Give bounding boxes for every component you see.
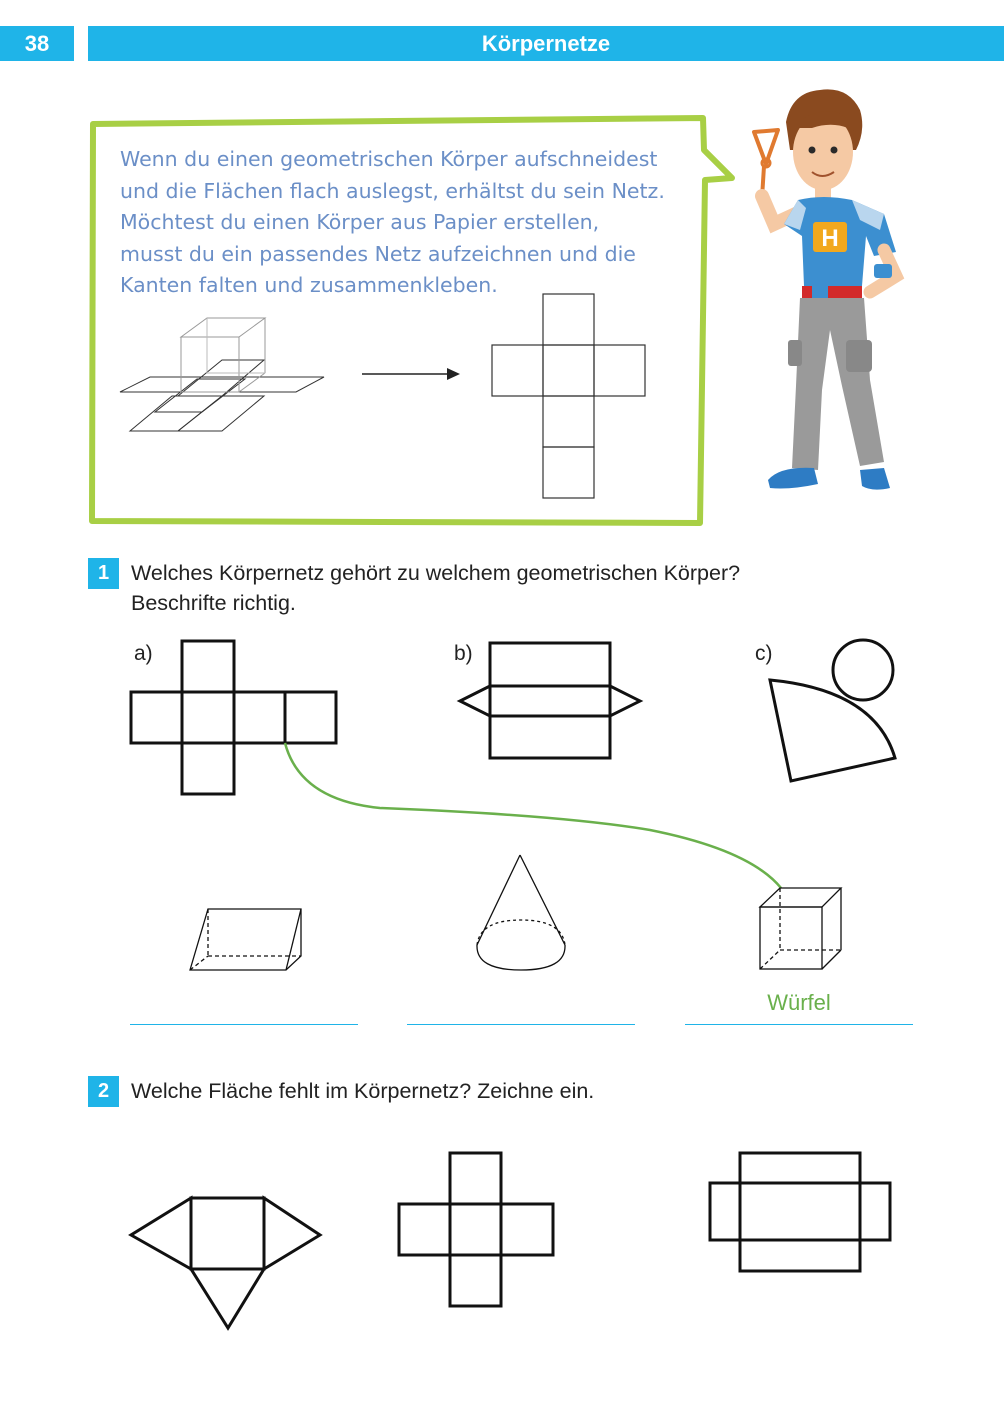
label-a: a) (134, 642, 153, 665)
arrow-right-icon (362, 368, 460, 380)
info-line: musst du ein passendes Netz aufzeichnen und die (120, 241, 636, 266)
net-cuboid-incomplete (710, 1153, 890, 1271)
answer-line-1[interactable] (130, 1024, 358, 1025)
svg-text:H: H (821, 225, 839, 252)
task-1-line-2: Beschrifte richtig. (131, 590, 296, 615)
answer-line-2[interactable] (407, 1024, 635, 1025)
task-1-line-1: Welches Körpernetz gehört zu welchem geometrischen Körper? (131, 561, 741, 585)
net-cube-incomplete (399, 1153, 553, 1306)
answer-text-3[interactable]: Würfel (767, 990, 831, 1015)
info-line: Wenn du einen geometrischen Körper aufschneidest (120, 147, 658, 171)
connection-line (285, 743, 781, 888)
boy-character-illustration (754, 89, 896, 489)
net-a-cube (131, 641, 336, 794)
page-number: 38 (0, 26, 74, 61)
net-b-prism (460, 643, 640, 758)
label-c: c) (755, 642, 773, 665)
info-line: und die Flächen flach auslegst, erhältst du sein Netz. (120, 178, 665, 203)
unfolding-cube-icon (120, 318, 324, 431)
cube-body-icon (760, 888, 841, 969)
net-pyramid-incomplete (131, 1198, 320, 1328)
task-2-text: Welche Fläche fehlt im Körpernetz? Zeichne ein. (131, 1079, 595, 1103)
cube-net-example (492, 294, 645, 498)
info-line: Kanten falten und zusammenkleben. (120, 273, 498, 298)
net-c-cone (770, 640, 895, 781)
prism-body-icon (190, 909, 301, 970)
info-line: Möchtest du einen Körper aus Papier erstellen, (120, 210, 600, 235)
cone-body-icon (477, 855, 565, 970)
label-b: b) (454, 642, 473, 665)
answer-line-3[interactable] (685, 1024, 913, 1025)
task-2-number: 2 (88, 1076, 119, 1107)
task-1-text (131, 559, 740, 618)
page-title: Körpernetze (88, 26, 1004, 61)
task-1-number: 1 (88, 558, 119, 589)
